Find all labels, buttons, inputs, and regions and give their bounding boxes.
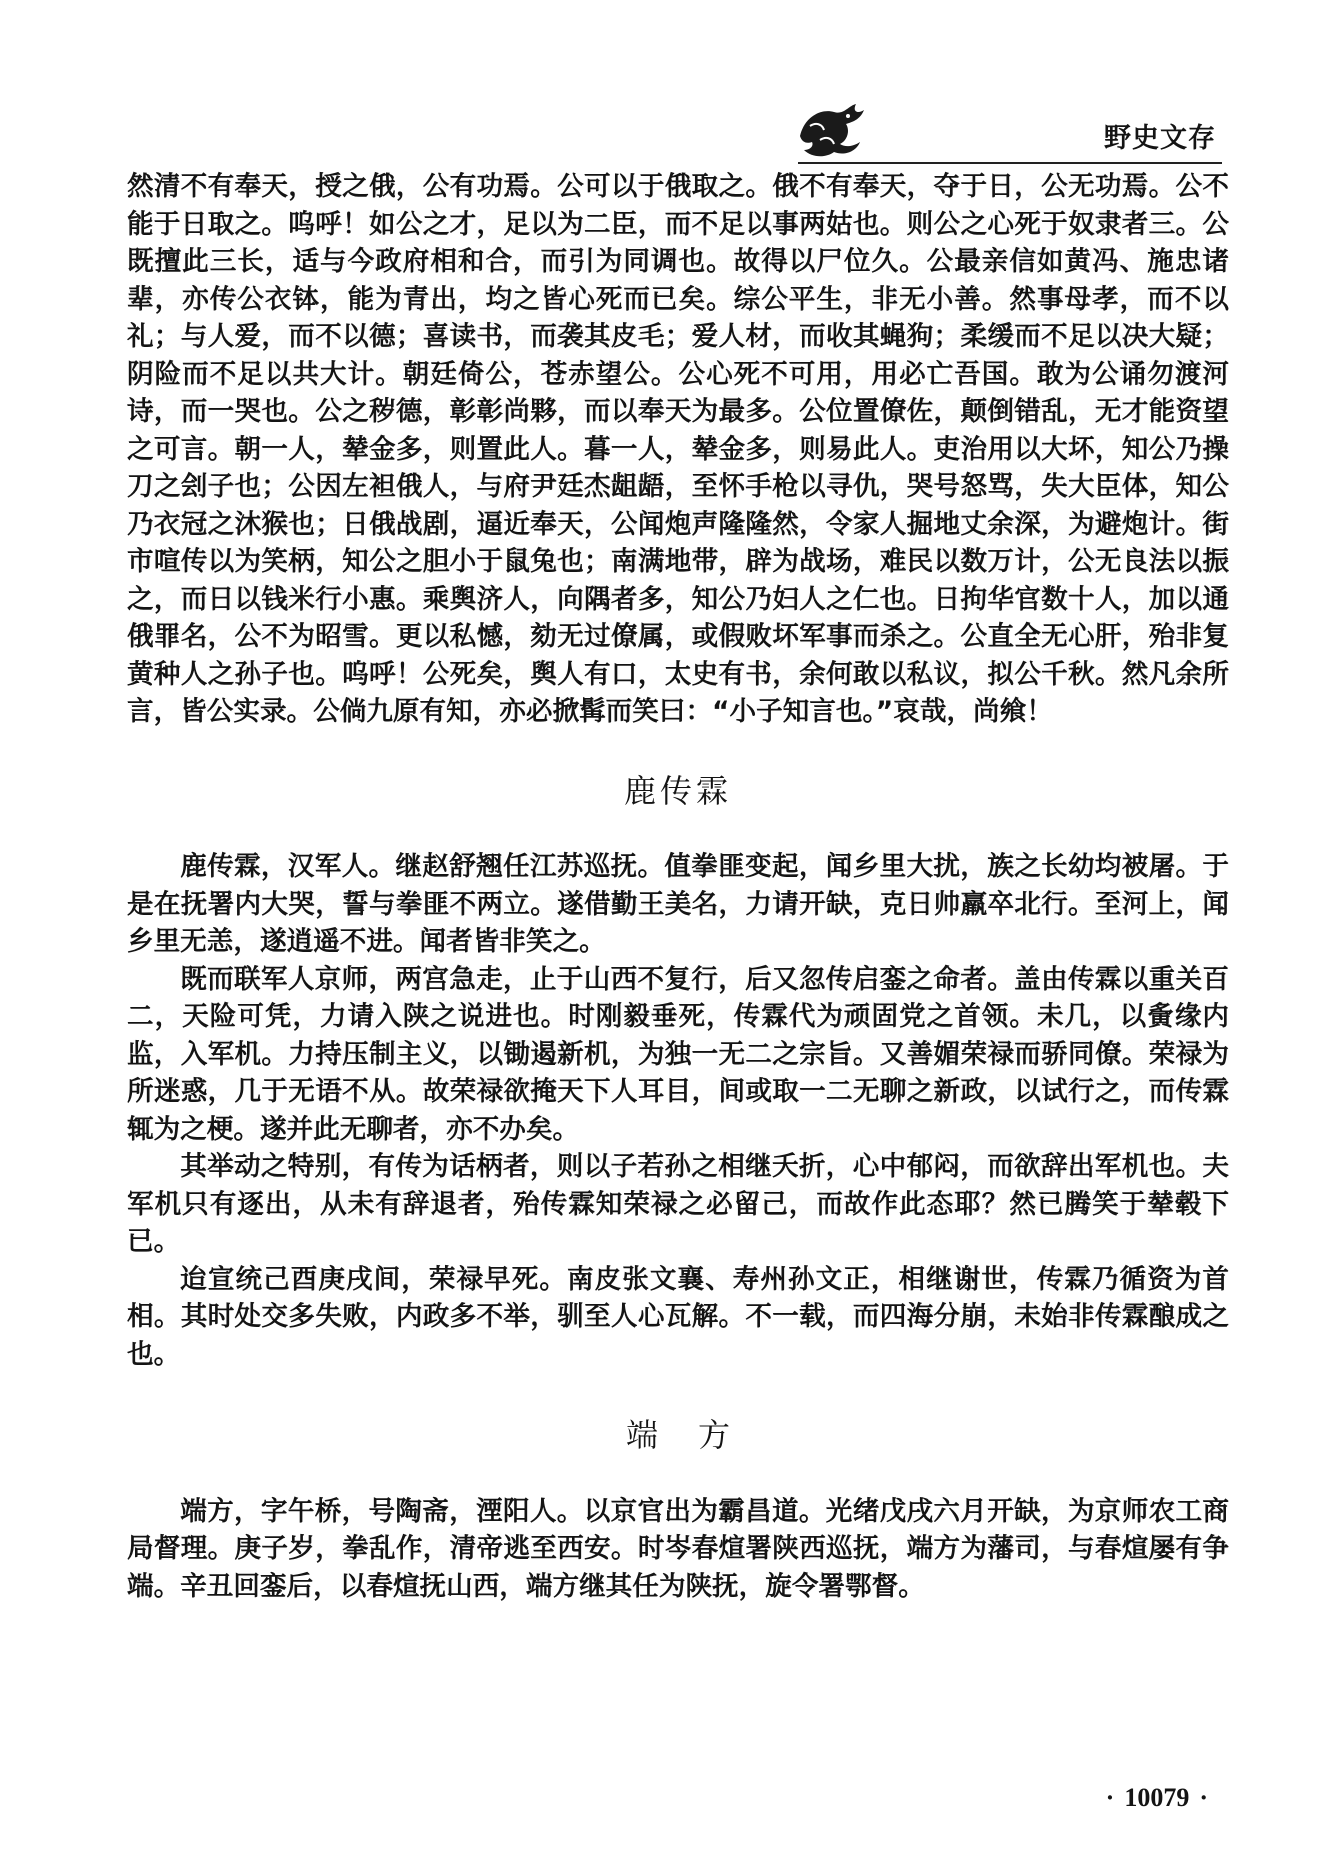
page-header <box>790 96 1222 164</box>
page-body <box>127 168 1229 1605</box>
continuation-paragraph: 然清不有奉天，授之俄，公有功焉。公可以于俄取之。俄不有奉天，夺于日，公无功焉。公不能于日取之。呜呼！如公之才，足以为二臣，而不足以事两姑也。则公之心死于奴隶者三。公既擅此三长，适与今政府相和合，而引为同调也。故得以尸位久。公最亲信如黄冯、施忠诸辈，亦传公衣钵，能为青出，均之皆心死而已矣。综公平生，非无小善。然事母孝，而不以礼；与人爱，而不以德；喜读书，而袭其皮毛；爱人材，而收其蝇狗；柔缓而不足以决大疑；阴险而不足以共大计。朝廷倚公，苍赤望公。公心死不可用，用必亡吾国。敢为公诵勿渡河诗，而一哭也。公之秽德，彰彰尚夥，而以奉天为最多。公位置僚佐，颠倒错乱，无才能资望之可言。朝一人，辇金多，则置此人。暮一人，辇金多，则易此人。吏治用以大坏，知公乃操刀之刽子也；公因左袒俄人，与府尹廷杰龃龉，至怀手枪以寻仇，哭号怒骂，失大臣体，知公乃衣冠之沐猴也；日俄战剧，逼近奉天，公闻炮声隆隆然，令家人掘地丈余深，为避炮计。街市喧传以为笑柄，知公之胆小于鼠兔也；南满地带，辟为战场，难民以数万计，公无良法以振之，而日以钱米行小惠。乘舆济人，向隅者多，知公乃妇人之仁也。日拘华官数十人，加以通俄罪名，公不为昭雪。更以私憾，劾无过僚属，或假败坏军事而杀之。公直全无心肝，殆非复黄种人之孙子也。呜呼！公死矣，舆人有口，太史有书，余何敢以私议，拟公千秋。然凡余所言，皆公实录。公倘九原有知，亦必掀髯而笑曰：“小子知言也。”哀哉，尚飨！ <box>127 171 1229 727</box>
body-paragraph: 既而联军人京师，两宫急走，止于山西不复行，后又忽传启銮之命者。盖由传霖以重关百二，天险可凭，力请入陕之说进也。时刚毅垂死，传霖代为顽固党之首领。未几，以夤缘内监，入军机。力持压制主义，以锄遏新机，为独一无二之宗旨。又善媚荣禄而骄同僚。荣禄为所迷惑，几于无语不从。故荣禄欲掩天下人耳目，间或取一二无聊之新政，以试行之，而传霖辄为之梗。遂并此无聊者，亦不办矣。 <box>127 963 1229 1145</box>
dragon-logo-icon <box>790 96 870 164</box>
header-rule <box>798 162 1222 164</box>
page-number: · 10079 · <box>1105 1783 1208 1812</box>
section-title-duan-fang: 端方 <box>625 1416 770 1454</box>
running-title: 野史文存 <box>1104 123 1216 154</box>
body-paragraph: 其举动之特别，有传为话柄者，则以子若孙之相继夭折，心中郁闷，而欲辞出军机也。夫军机只有逐出，从未有辞退者，殆传霖知荣禄之必留己，而故作此态耶？然已腾笑于辇毂下已。 <box>127 1151 1229 1257</box>
section-title-lu-chuanlin: 鹿传霖 <box>623 771 732 810</box>
body-paragraph: 迨宣统己酉庚戌间，荣禄早死。南皮张文襄、寿州孙文正，相继谢世，传霖乃循资为首相。其时处交多失败，内政多不举，驯至人心瓦解。不一载，而四海分崩，未始非传霖酿成之也。 <box>127 1263 1229 1370</box>
page-number-value: 10079 <box>1124 1783 1190 1812</box>
body-paragraph: 鹿传霖，汉军人。继赵舒翘任江苏巡抚。值拳匪变起，闻乡里大扰，族之长幼均被屠。于是在抚署内大哭，誓与拳匪不两立。遂借勤王美名，力请开缺，克日帅羸卒北行。至河上，闻乡里无恙，遂逍遥不进。闻者皆非笑之。 <box>127 851 1229 957</box>
body-paragraph: 端方，字午桥，号陶斋，湮阳人。以京官出为霸昌道。光绪戊戌六月开缺，为京师农工商局督理。庚子岁，拳乱作，清帝逃至西安。时岑春煊署陕西巡抚，端方为藩司，与春煊屡有争端。辛丑回銮后，以春煊抚山西，端方继其任为陕抚，旋令署鄂督。 <box>127 1495 1229 1602</box>
